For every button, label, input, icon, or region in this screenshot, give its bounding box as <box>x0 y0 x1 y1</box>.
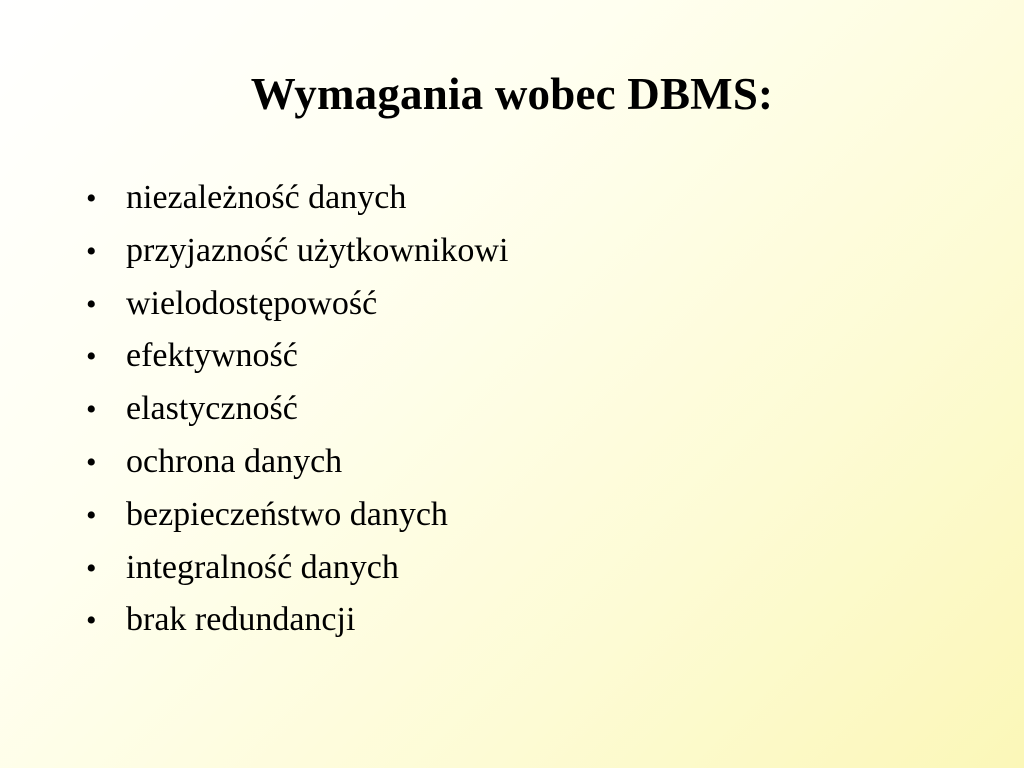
list-item <box>86 278 508 331</box>
list-item-text: bezpieczeństwo danych <box>126 495 448 533</box>
bullet-icon: • <box>86 604 97 638</box>
bullet-list <box>86 172 508 647</box>
bullet-icon: • <box>86 445 97 479</box>
list-item-text: ochrona danych <box>126 442 343 480</box>
list-item-text: przyjazność użytkownikowi <box>126 231 509 269</box>
list-item-text: niezależność danych <box>126 179 407 216</box>
bullet-icon: • <box>86 340 97 374</box>
list-item <box>86 172 508 225</box>
bullet-icon: • <box>86 182 97 215</box>
list-item-text: wielodostępowość <box>126 284 378 322</box>
list-item <box>86 436 508 489</box>
bullet-icon: • <box>86 498 97 532</box>
list-item-text: elastyczność <box>126 390 298 428</box>
bullet-icon: • <box>86 551 97 585</box>
list-item <box>86 594 508 647</box>
list-item <box>86 489 508 542</box>
list-item <box>86 542 508 595</box>
list-item-text: efektywność <box>126 337 298 375</box>
list-item <box>86 330 508 383</box>
list-item-text: integralność danych <box>126 548 399 586</box>
list-item-text: brak redundancji <box>126 601 356 639</box>
bullet-icon: • <box>86 234 97 268</box>
list-item <box>86 225 508 278</box>
list-item <box>86 383 508 436</box>
bullet-icon: • <box>86 393 97 427</box>
slide-title: Wymagania wobec DBMS: <box>250 69 774 119</box>
bullet-icon: • <box>86 287 97 321</box>
